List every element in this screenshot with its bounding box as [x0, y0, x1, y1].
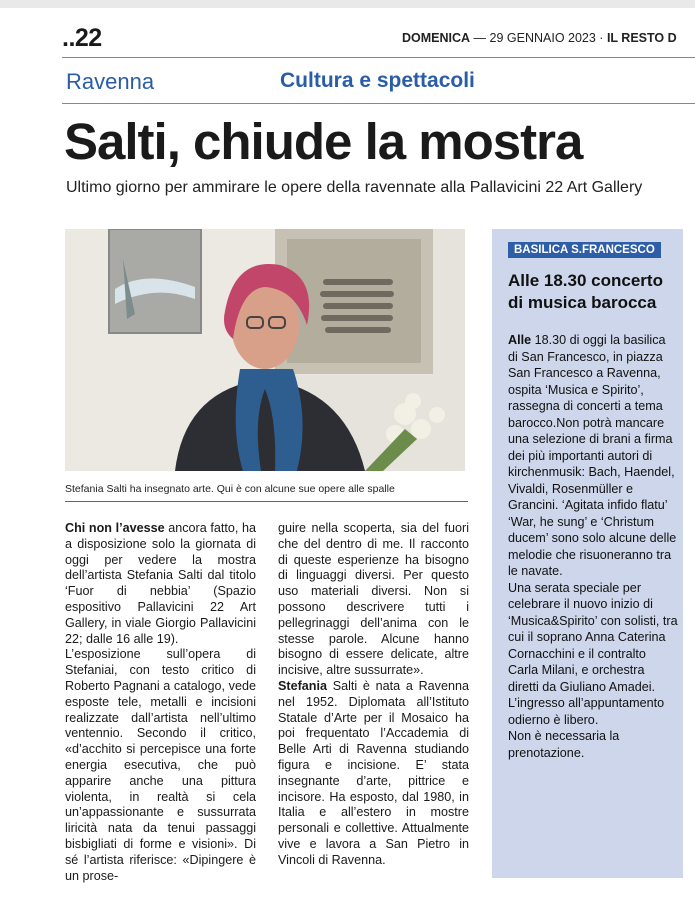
article-column-1 [65, 521, 256, 884]
photo-caption: Stefania Salti ha insegnato arte. Qui è con alcune sue opere alle spalle [65, 483, 395, 495]
paragraph [65, 647, 256, 884]
dateline-day: DOMENICA [402, 31, 471, 45]
paragraph-text: L’esposizione sull’opera di Stefaniai, con testo critico di Roberto Pagnani a catalogo, vede esposte tele, metalli e incisioni realizzate dall’artista nell’ultimo ventennio. Secondo il critico, «d’acchito si percepisce una forte energia esecutiva, che può apparire anche una pittura violenta, in realtà si cela un’appassionante e sussurrata liricità nata da tenui passaggi bisbigliati di forme e visioni». Di sé l’artista riferisce: «Dipingere è un prose- [65, 647, 256, 883]
paragraph [508, 332, 678, 580]
dateline: DOMENICA — 29 GENNAIO 2023 · IL RESTO D [402, 31, 677, 45]
article-subheadline: Ultimo giorno per ammirare le opere della ravennate alla Pallavicini 22 Art Gallery [66, 179, 643, 196]
paragraph [278, 521, 469, 679]
paragraph-lead: Stefania [278, 678, 327, 693]
paragraph-text: Salti è nata a Ravenna nel 1952. Diplomata all’Istituto Statale d’Arte per il Mosaico ha poi frequentato l’Accademia di Belle Arti di Ravenna studiando figura e incisione. E’ stata insegnante d’arte, pittrice e incisore. Ha esposto, dal 1980, in Italia e all’estero in mostre personali e collettive. Attualmente vive e lavora a San Pietro in Vincoli di Ravenna. [278, 678, 469, 867]
section-city: Ravenna [66, 69, 155, 94]
top-margin-band [0, 0, 695, 8]
article-column-2 [278, 521, 469, 869]
paragraph-text: 18.30 di oggi la basilica di San Francesco, in piazza San Francesco a Ravenna, ospita ‘Musica e Spirito’, rassegna di concerti a tema barocco.Non potrà mancare una selezione di brani a firma dei più importanti autori di kirchenmusik: Bach, Haendel, Vivaldi, Rosenmüller e Grancini. ‘Agitata infido flatu’ ‘War, he sung’ e ‘Christum ducem’ sono solo alcune delle melodie che risuoneranno tra le navate. [508, 333, 677, 578]
header-rule [62, 57, 695, 58]
article-headline: Salti, chiude la mostra [64, 113, 583, 170]
paragraph [65, 521, 256, 647]
paragraph-lead: Chi non l’avesse [65, 521, 165, 535]
photo-illustration [65, 229, 465, 471]
paragraph [508, 580, 678, 729]
paragraph-text: Una serata speciale per celebrare il nuovo inizio di ‘Musica&Spirito’ con solisti, tra cui il soprano Anna Caterina Cornacchini e il contralto Carla Milani, e orchestra diretti da Giuliano Amadei. L’ingresso all’appuntamento odierno è libero. [508, 580, 678, 727]
sidebar-title: Alle 18.30 concerto di musica barocca [508, 271, 663, 312]
section-rule [62, 103, 695, 104]
dateline-date: 29 GENNAIO 2023 [489, 31, 596, 45]
article-photo [65, 229, 465, 471]
paragraph [278, 679, 469, 869]
paragraph-lead: Alle [508, 333, 532, 347]
paragraph-text: Non è necessaria la prenotazione. [508, 729, 620, 760]
paragraph-text: guire nella scoperta, sia del fuori che del dentro di me. Il racconto di queste esperienze ha bisogno di linguaggi diversi. Per questo uso materiali diversi. Non si possono descrivere tutti i pellegrinaggi dell’anima con le stesse parole. Alcune hanno bisogno di essere delicate, altre incisive, altre sussurrate». [278, 521, 469, 678]
paragraph [508, 728, 678, 761]
section-name: Cultura e spettacoli [280, 69, 475, 92]
caption-rule [65, 501, 468, 502]
page-number: ..22 [62, 24, 102, 52]
dateline-paper: IL RESTO D [606, 31, 677, 45]
sidebar-tag: BASILICA S.FRANCESCO [508, 242, 661, 258]
sidebar-text [508, 332, 678, 761]
paragraph-text: ancora fatto, ha a disposizione solo la giornata di oggi per vedere la mostra dell’artista Stefania Salti dal titolo ‘Fuor di nebbia’ (Spazio espositivo Pallavicini 22 Art Gallery, in viale Giorgio Pallavicini 22; dalle 16 alle 19). [65, 521, 256, 646]
